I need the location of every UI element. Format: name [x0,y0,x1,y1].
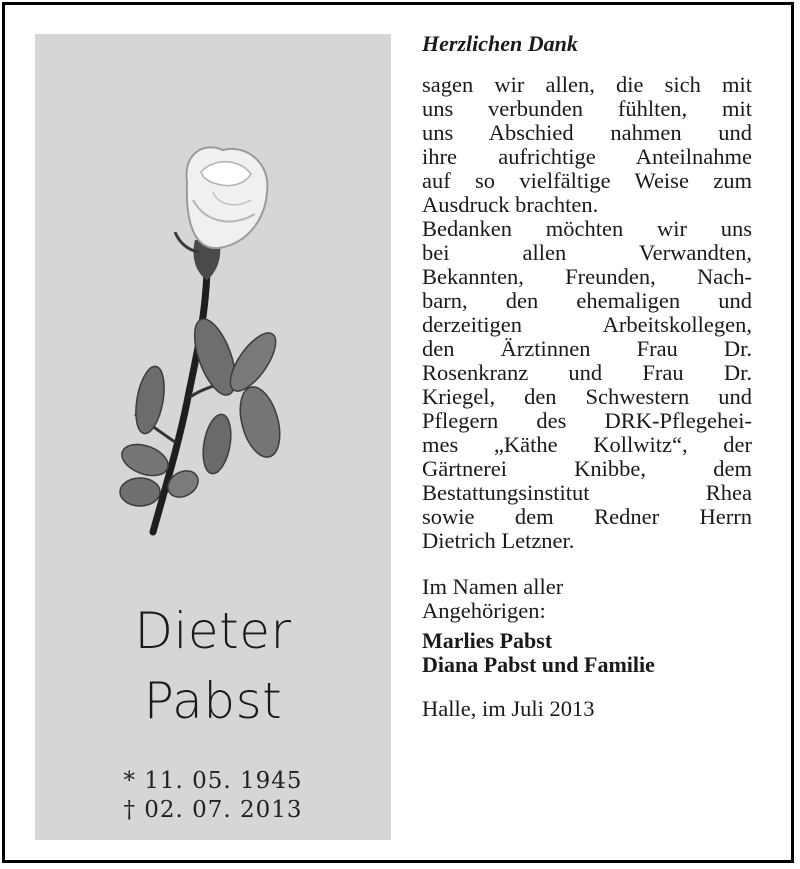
signature-line: Diana Pabst und Familie [422,652,655,677]
thank-you-text [422,29,752,721]
death-date: † 02. 07. 2013 [123,797,303,823]
body-line: uns verbunden fühlten, mit [422,96,752,121]
deceased-first-name: Dieter [134,602,292,660]
signature-line: Marlies Pabst [422,628,553,653]
deceased-last-name: Pabst [143,672,283,730]
body-line: Bekannten, Freunden, Nach- [422,264,752,289]
body-line: Dietrich Letzner. [422,528,575,553]
body-line: mes „Käthe Kollwitz“, der [422,432,752,457]
body-line: Gärtnerei Knibbe, dem [422,456,752,481]
body-paragraph [422,73,752,553]
rose-illustration [95,122,285,542]
heading: Herzlichen Dank [422,31,578,56]
body-line: barn, den ehemaligen und [422,288,752,313]
closing-line: Im Namen aller [422,574,564,599]
body-line: sowie dem Redner Herrn [422,504,752,529]
body-line: derzeitigen Arbeitskollegen, [422,312,752,337]
signatures [422,629,752,677]
body-line: Kriegel, den Schwestern und [422,384,752,409]
body-line: auf so vielfältige Weise zum [422,168,752,193]
closing-line: Angehörigen: [422,598,546,623]
body-line: ihre aufrichtige Anteilnahme [422,144,752,169]
body-line: Pflegern des DRK-Pflegehei- [422,408,752,433]
body-line: Rosenkranz und Frau Dr. [422,360,752,385]
closing [422,575,752,623]
body-line: bei allen Verwandten, [422,240,752,265]
body-line: den Ärztinnen Frau Dr. [422,336,752,361]
body-line: Ausdruck brachten. [422,192,599,217]
obituary-card [2,2,794,863]
body-line: uns Abschied nahmen und [422,120,752,145]
body-line: Bedanken möchten wir uns [422,216,752,241]
memorial-panel [35,34,391,840]
place-date: Halle, im Juli 2013 [422,696,595,721]
body-line: Bestattungsinstitut Rhea [422,480,752,505]
body-line: sagen wir allen, die sich mit [422,72,752,97]
birth-date: * 11. 05. 1945 [123,768,303,794]
